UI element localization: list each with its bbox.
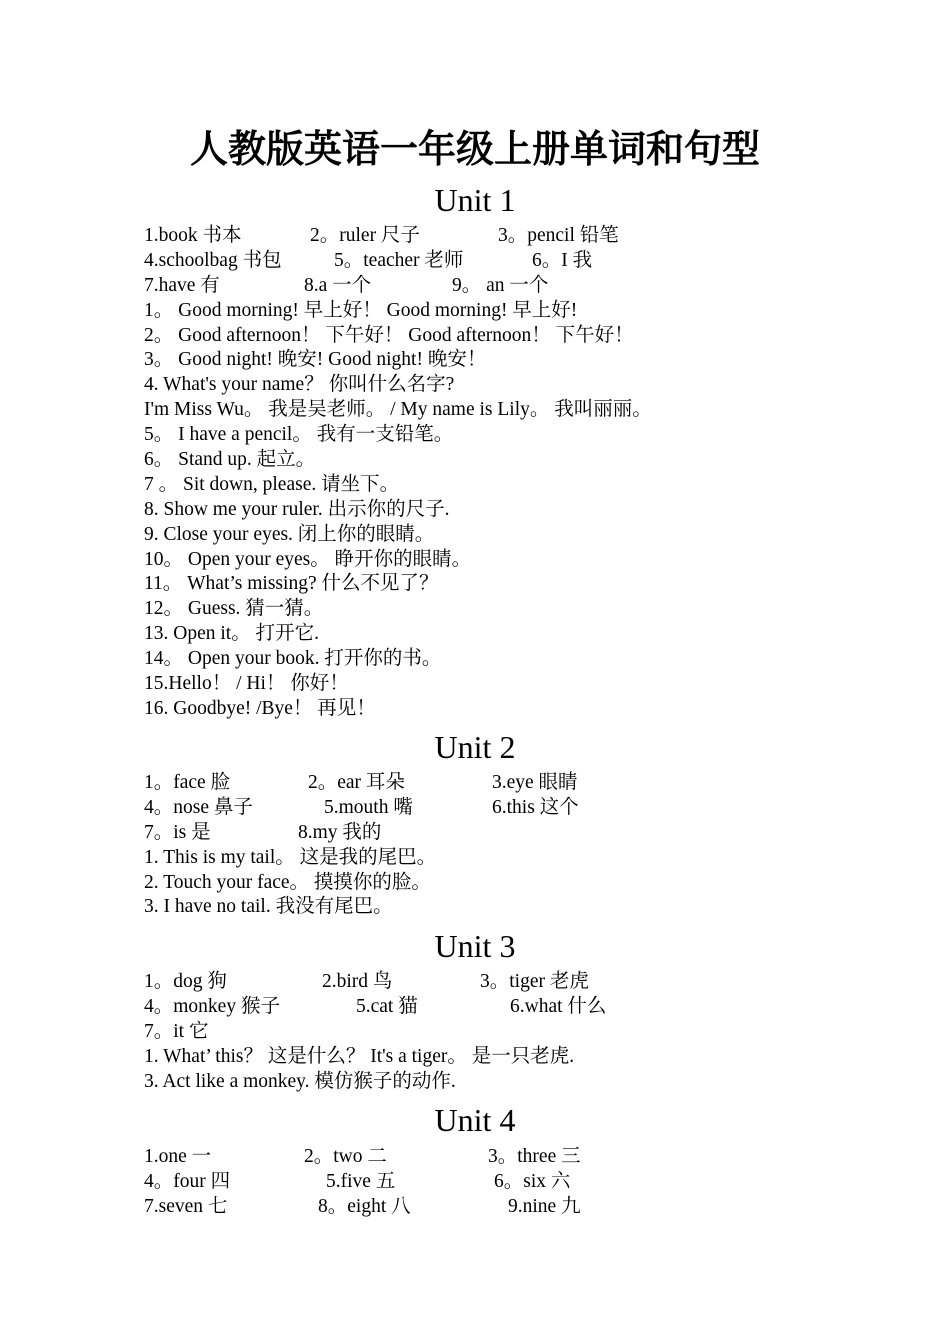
unit-2-heading: Unit 2 [434, 729, 516, 765]
word-entry: 3.eye 眼睛 [492, 772, 578, 793]
sentence-line: 5。 I have a pencil。 我有一支铅笔。 [144, 424, 454, 446]
word-entry: 3。pencil 铅笔 [498, 225, 619, 246]
word-entry: 1。face 脸 [144, 772, 231, 793]
sentence-line: 16. Goodbye! /Bye！ 再见！ [144, 697, 376, 719]
sentence-line: 13. Open it。 打开它. [144, 623, 319, 645]
unit-3-content [144, 970, 904, 1094]
word-entry: 6.this 这个 [492, 796, 579, 818]
word-entry: 7。it 它 [144, 1020, 209, 1042]
word-entry: 6.what 什么 [510, 995, 607, 1017]
word-entry: 2。ruler 尺子 [310, 225, 420, 246]
document-title: 人教版英语一年级上册单词和句型 [189, 127, 760, 171]
sentence-line: 11。 What’s missing? 什么不见了？ [144, 573, 439, 595]
sentence-line: 12。 Guess. 猜一猜。 [144, 598, 324, 620]
word-entry: 2.bird 鸟 [322, 971, 393, 992]
word-entry: 1.book 书本 [144, 225, 242, 246]
sentence-line: 3. Act like a monkey. 模仿猴子的动作. [144, 1070, 456, 1092]
word-entry: 4。four 四 [144, 1170, 231, 1192]
unit-4-content [144, 1145, 904, 1220]
word-entry: 1。dog 狗 [144, 971, 227, 992]
word-row [144, 796, 904, 821]
word-entry: 2。two 二 [304, 1146, 387, 1167]
sentence-line: 3. I have no tail. 我没有尾巴。 [144, 896, 393, 918]
word-entry: 8。eight 八 [318, 1195, 411, 1217]
sentence-line: 9. Close your eyes. 闭上你的眼睛。 [144, 523, 435, 545]
word-entry: 7.have 有 [144, 274, 220, 296]
sentence-line: 4. What's your name？ 你叫什么名字? [144, 374, 455, 396]
word-row [144, 771, 904, 796]
sentence-line: 10。 Open your eyes。 睁开你的眼睛。 [144, 548, 472, 570]
word-entry: 6。I 我 [532, 249, 593, 271]
unit-3-heading: Unit 3 [434, 928, 516, 964]
word-entry: 4。nose 鼻子 [144, 796, 253, 818]
word-entry: 4.schoolbag 书包 [144, 249, 282, 271]
sentence-line: 8. Show me your ruler. 出示你的尺子. [144, 498, 450, 520]
sentence-line: 14。 Open your book. 打开你的书。 [144, 648, 442, 670]
sentence-line: 2。 Good afternoon！ 下午好！ Good afternoon！ 下午好！ [144, 324, 634, 346]
unit-4-heading: Unit 4 [434, 1102, 516, 1138]
word-entry: 3。three 三 [488, 1146, 581, 1167]
word-entry: 2。ear 耳朵 [308, 772, 405, 793]
word-entry: 5.mouth 嘴 [324, 796, 413, 818]
word-entry: 4。monkey 猴子 [144, 995, 280, 1017]
word-entry: 6。six 六 [494, 1170, 571, 1192]
word-row [144, 224, 904, 249]
word-row [144, 1170, 904, 1195]
sentence-line: 15.Hello！ / Hi！ 你好！ [144, 673, 349, 695]
word-row [144, 274, 904, 299]
word-entry: 1.one 一 [144, 1146, 212, 1167]
word-entry: 8.a 一个 [304, 274, 372, 296]
word-entry: 7。is 是 [144, 821, 211, 843]
word-entry: 5.cat 猫 [356, 995, 418, 1017]
unit-2-content [144, 771, 904, 920]
sentence-line: 1. This is my tail。 这是我的尾巴。 [144, 846, 437, 868]
word-entry: 8.my 我的 [298, 821, 382, 843]
word-entry: 5。teacher 老师 [334, 249, 464, 271]
word-entry: 9。 an 一个 [452, 274, 549, 296]
unit-1-content [144, 224, 904, 722]
unit-1-heading: Unit 1 [434, 182, 516, 218]
word-row [144, 970, 904, 995]
word-entry: 5.five 五 [326, 1170, 396, 1192]
word-row [144, 821, 904, 846]
sentence-line: I'm Miss Wu。 我是吴老师。 / My name is Lily。 我叫丽丽。 [144, 399, 652, 421]
sentence-line: 1. What’ this？ 这是什么？ It's a tiger。 是一只老虎. [144, 1045, 575, 1067]
word-row [144, 1020, 904, 1045]
word-entry: 7.seven 七 [144, 1195, 228, 1217]
sentence-line: 2. Touch your face。 摸摸你的脸。 [144, 871, 431, 893]
word-entry: 3。tiger 老虎 [480, 971, 589, 992]
sentence-line: 1。 Good morning! 早上好！ Good morning! 早上好! [144, 299, 578, 321]
sentence-line: 7 。 Sit down, please. 请坐下。 [144, 473, 400, 495]
word-row [144, 995, 904, 1020]
word-row [144, 249, 904, 274]
word-row [144, 1195, 904, 1220]
sentence-line: 3。 Good night! 晚安! Good night! 晚安！ [144, 349, 487, 371]
word-row [144, 1145, 904, 1170]
sentence-line: 6。 Stand up. 起立。 [144, 449, 316, 471]
word-entry: 9.nine 九 [508, 1195, 581, 1217]
